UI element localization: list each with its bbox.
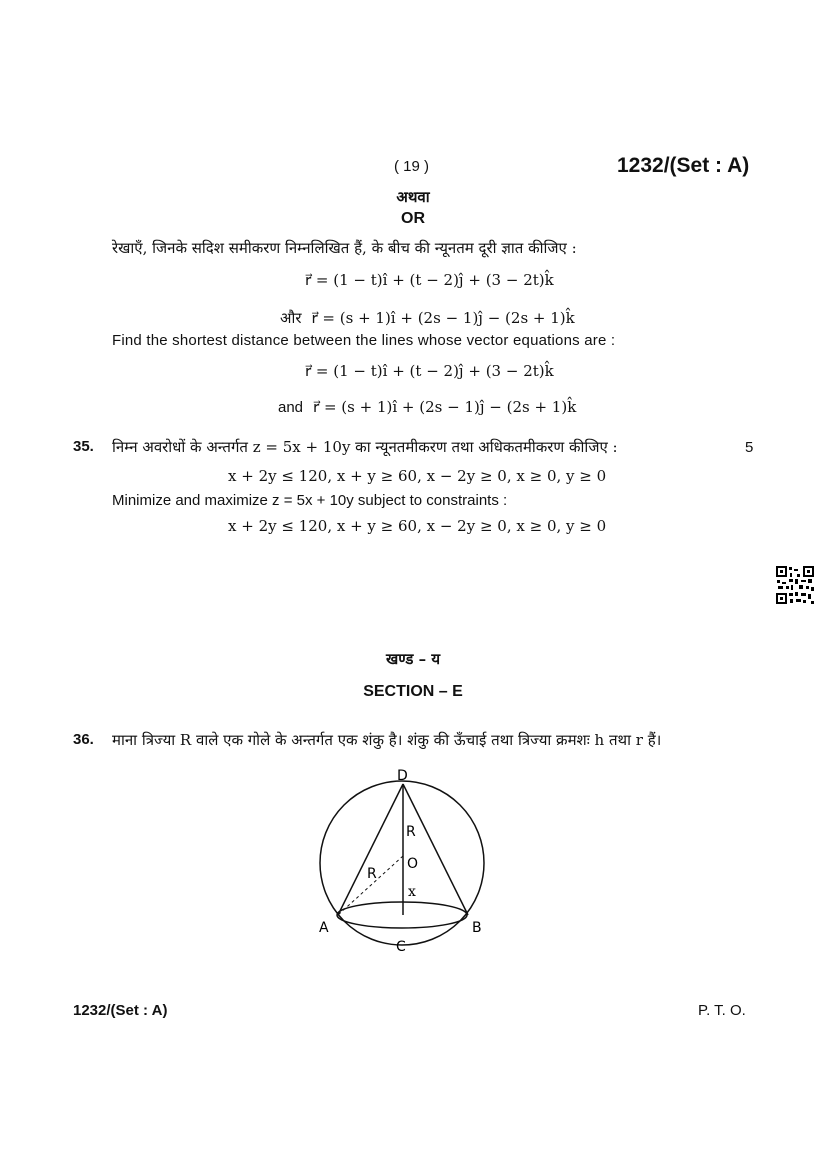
q34-and-english: and [278,399,304,416]
q34-equation-3: r⃗ = (1 − t)î + (t − 2)ĵ + (3 − 2t)k̂ [305,362,554,380]
q34-equation-4-row [278,398,576,417]
cone-in-sphere-diagram [300,760,510,960]
q35-constraints-english: x + 2y ≤ 120, x + y ≥ 60, x − 2y ≥ 0, x ≥ 0, y ≥ 0 [228,517,607,535]
or-hindi: अथवा [396,188,430,206]
qr-code-icon [775,565,815,605]
label-radius-upper: R [406,824,416,840]
label-left: A [319,920,329,936]
q34-equation-2-row [280,308,575,328]
q34-equation-1: r⃗ = (1 − t)î + (t − 2)ĵ + (3 − 2t)k̂ [305,271,554,289]
q35-marks: 5 [745,439,754,456]
q34-english-question: Find the shortest distance between the lines whose vector equations are : [112,332,616,349]
q36-hindi: माना त्रिज्या R वाले एक गोले के अन्तर्गत एक शंकु है। शंकु की ऊँचाई तथा त्रिज्या क्रमशः h तथा r हैं। [112,731,662,749]
cone-slant-left [338,784,403,915]
cone-base-ellipse [337,902,467,928]
footer-pto: P. T. O. [698,1002,746,1019]
section-heading-hindi: खण्ड – य [385,650,441,668]
q36-number: 36. [73,731,94,748]
radius-dashed [338,856,403,915]
label-top: D [397,768,408,784]
q35-number: 35. [73,438,94,455]
footer-code: 1232/(Set : A) [73,1002,168,1019]
label-offset: x [408,884,416,900]
q34-and-hindi: और [280,309,302,327]
label-radius-slant: R [367,866,377,882]
label-bottom: C [396,939,406,955]
label-right: B [472,920,482,936]
q34-hindi-question: रेखाएँ, जिनके सदिश समीकरण निम्नलिखित हैं, के बीच की न्यूनतम दूरी ज्ञात कीजिए : [112,239,577,257]
header-code: 1232/(Set : A) [617,154,750,177]
q35-hindi: निम्न अवरोधों के अन्तर्गत z = 5x + 10y का न्यूनतमीकरण तथा अधिकतमीकरण कीजिए : [112,438,618,456]
page-number: ( 19 ) [394,158,430,175]
section-heading-english: SECTION – E [363,683,463,700]
q34-equation-4: r⃗ = (s + 1)î + (2s − 1)ĵ − (2s + 1)k̂ [313,398,577,416]
q34-equation-2: r⃗ = (s + 1)î + (2s − 1)ĵ − (2s + 1)k̂ [311,309,575,327]
q35-english: Minimize and maximize z = 5x + 10y subject to constraints : [112,492,508,509]
sphere-circle [320,781,484,945]
or-english: OR [401,210,425,227]
q35-constraints-hindi: x + 2y ≤ 120, x + y ≥ 60, x − 2y ≥ 0, x ≥ 0, y ≥ 0 [228,467,607,485]
label-center: O [407,856,419,872]
